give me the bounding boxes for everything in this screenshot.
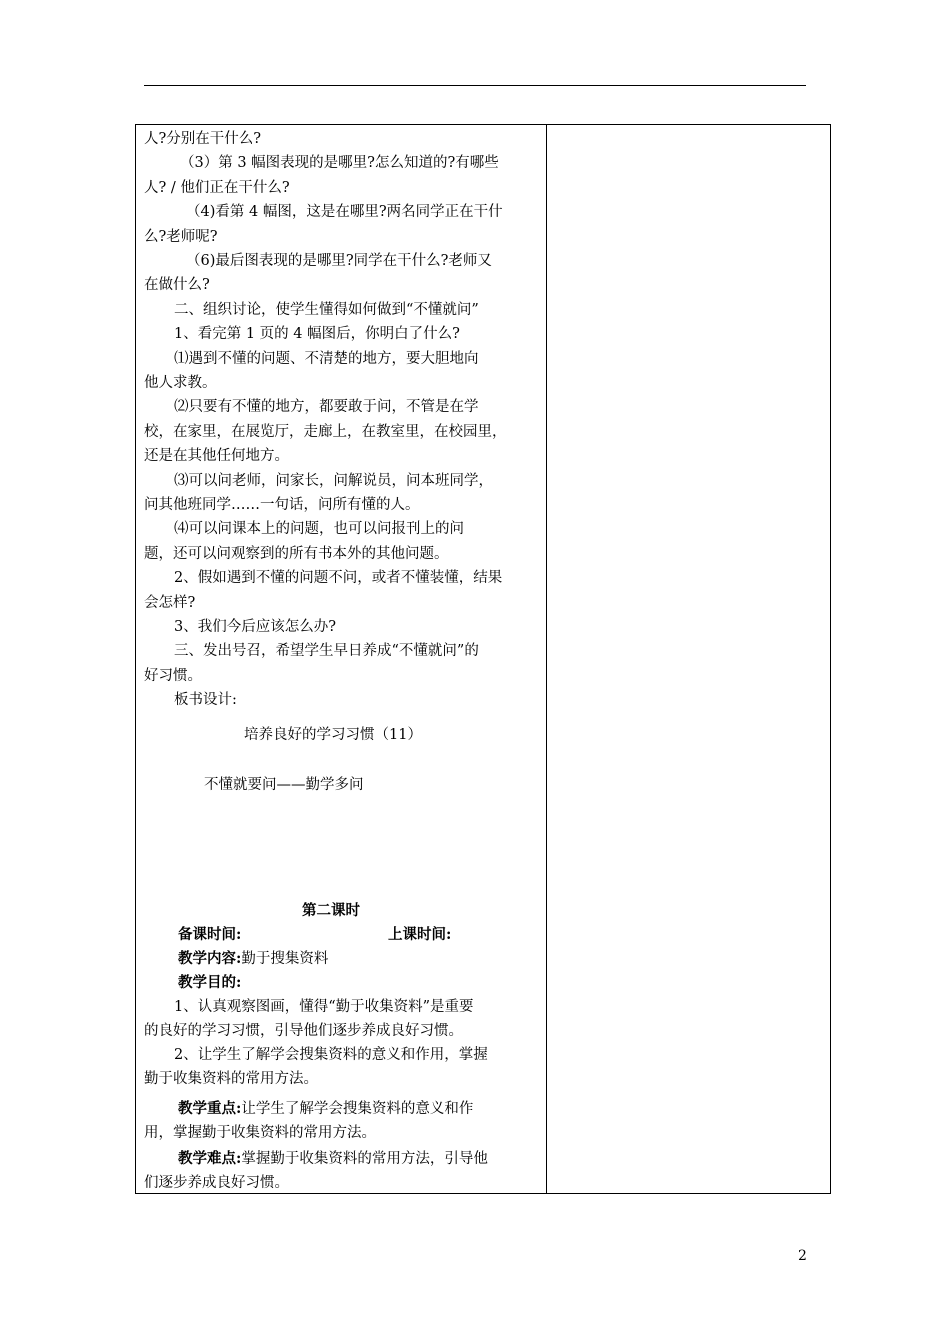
board-design-content: 不懂就要问——勤学多问 <box>204 777 364 793</box>
teaching-goals-label: 教学目的: <box>178 974 242 991</box>
lesson1-line: （3）第 3 幅图表现的是哪里?怎么知道的?有哪些 <box>180 155 499 172</box>
class-time-label: 上课时间: <box>388 926 452 943</box>
lesson1-line: ⑴遇到不懂的问题、不清楚的地方，要大胆地向 <box>174 350 479 367</box>
page-number: 2 <box>798 1248 807 1264</box>
goal1-line1: 1、认真观察图画，懂得“勤于收集资料”是重要 <box>174 999 474 1015</box>
lesson1-line: 会怎样? <box>144 594 196 611</box>
key-points-line2: 用，掌握勤于收集资料的常用方法。 <box>144 1125 376 1141</box>
key-points-text: 让学生了解学会搜集资料的意义和作 <box>241 1101 474 1117</box>
difficulty-row <box>178 1147 488 1171</box>
lesson1-line: 好习惯。 <box>144 667 202 684</box>
lesson1-line: 问其他班同学……一句话，问所有懂的人。 <box>144 497 420 513</box>
key-points-label: 教学重点: <box>178 1100 242 1117</box>
lesson2-heading: 第二课时 <box>302 902 360 919</box>
difficulty-label: 教学难点: <box>178 1150 242 1167</box>
lesson1-line: 在做什么? <box>144 277 210 294</box>
prep-time-label: 备课时间: <box>178 926 242 943</box>
difficulty-line2: 们逐步养成良好习惯。 <box>144 1175 289 1191</box>
column-divider <box>546 125 547 1193</box>
lesson1-line: 人?分别在干什么? <box>144 131 262 147</box>
goal2-line2: 勤于收集资料的常用方法。 <box>144 1071 318 1087</box>
lesson1-line: ⑵只要有不懂的地方，都要敢于问，不管是在学 <box>174 399 479 416</box>
lesson1-line: 3、我们今后应该怎么办? <box>174 619 336 635</box>
lesson1-line: ⑷可以问课本上的问题，也可以问报刊上的问 <box>174 521 464 538</box>
lesson-table <box>135 124 831 1194</box>
lesson1-line: 二、组织讨论，使学生懂得如何做到“不懂就问” <box>174 301 479 318</box>
header-rule <box>144 85 806 86</box>
lesson1-line: 板书设计: <box>174 692 237 709</box>
lesson1-line: 1、看完第 1 页的 4 幅图后，你明白了什么? <box>174 326 460 343</box>
lesson1-line: 校，在家里，在展览厅，走廊上，在教室里，在校园里， <box>144 423 507 440</box>
lesson1-line: （6)最后图表现的是哪里?同学在干什么?老师又 <box>186 253 492 269</box>
teaching-content-value: 勤于搜集资料 <box>241 951 329 967</box>
lesson1-line: 三、发出号召，希望学生早日养成“不懂就问”的 <box>174 643 479 660</box>
lesson1-line: 么?老师呢? <box>144 228 218 245</box>
lesson1-line: 他人求教。 <box>144 375 217 391</box>
lesson1-line: （4)看第 4 幅图，这是在哪里?两名同学正在干什 <box>186 204 503 221</box>
difficulty-text: 掌握勤于收集资料的常用方法，引导他 <box>241 1151 488 1167</box>
lesson1-line: 2、假如遇到不懂的问题不问，或者不懂装懂，结果 <box>174 570 503 587</box>
board-design-title: 培养良好的学习习惯（11） <box>244 727 422 743</box>
teaching-content-label: 教学内容: <box>178 950 242 967</box>
goal2-line1: 2、让学生了解学会搜集资料的意义和作用，掌握 <box>174 1047 488 1063</box>
lesson1-line: 人? / 他们正在干什么? <box>144 179 290 196</box>
teaching-content-row <box>178 947 328 971</box>
lesson1-line: 题，还可以问观察到的所有书本外的其他问题。 <box>144 545 449 562</box>
lesson1-line: 还是在其他任何地方。 <box>144 448 289 465</box>
goal1-line2: 的良好的学习习惯，引导他们逐步养成良好习惯。 <box>144 1023 463 1039</box>
key-points-row <box>178 1097 473 1121</box>
lesson1-line: ⑶可以问老师，问家长，问解说员，问本班同学， <box>174 472 493 489</box>
